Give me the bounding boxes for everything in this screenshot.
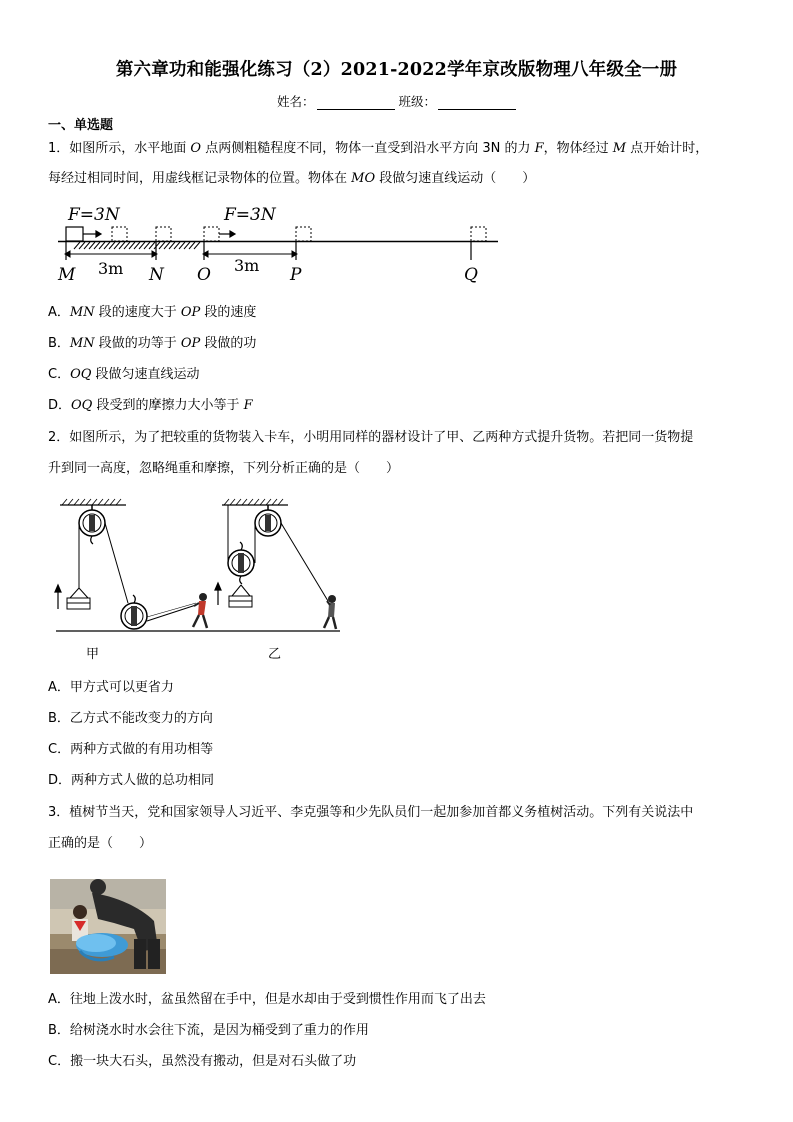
- block-dashed: [112, 227, 127, 241]
- distance-label-op: 3m: [234, 256, 260, 275]
- q1-option-a: [48, 305, 256, 321]
- point-label-p: P: [290, 265, 302, 285]
- q2-option-b: B．乙方式不能改变力的方向: [48, 711, 213, 726]
- block-dashed: [156, 227, 171, 241]
- ground-pulley-icon: [121, 595, 147, 629]
- text-segment: 段受到的摩擦力大小等于: [92, 398, 244, 413]
- person-pulling-icon: [193, 593, 207, 628]
- force-label-2: F=3N: [224, 205, 276, 225]
- q2-option-a: A．甲方式可以更省力: [48, 680, 174, 695]
- point-label-q: Q: [464, 265, 478, 285]
- section-heading: 一、单选题: [48, 118, 114, 133]
- fixed-pulley-icon: [79, 505, 105, 544]
- q3-option-b: B．给树浇水时水会往下流，是因为桶受到了重力的作用: [48, 1023, 369, 1038]
- page-title: 第六章功和能强化练习（2）2021-2022学年京改版物理八年级全一册: [115, 60, 678, 80]
- class-blank: [438, 97, 516, 110]
- point-label-m: M: [58, 265, 76, 285]
- q1-option-c: [48, 367, 200, 383]
- q2-label-yi: 乙: [268, 647, 282, 662]
- block-dashed: [296, 227, 311, 241]
- cargo-icon: [67, 588, 90, 609]
- italic-symbol: MN: [69, 336, 95, 351]
- q2-option-d: D．两种方式人做的总功相同: [48, 773, 215, 788]
- text-segment: B．: [48, 336, 70, 351]
- cargo-icon: [229, 585, 252, 607]
- force-label-1: F=3N: [68, 205, 120, 225]
- q2-label-jia: 甲: [86, 647, 100, 662]
- italic-symbol: F: [243, 398, 253, 413]
- block-dashed: [471, 227, 486, 241]
- text-segment: 1．如图所示，水平地面: [48, 141, 191, 156]
- fixed-pulley-icon: [255, 505, 281, 536]
- text-segment: 段的速度: [200, 305, 257, 320]
- q1-stem-line1: [48, 141, 708, 157]
- italic-symbol: OP: [180, 336, 201, 351]
- italic-symbol: MO: [351, 171, 376, 186]
- q3-stem-line1: 3．植树节当天，党和国家领导人习近平、李克强等和少先队员们一起加参加首都义务植树活动。下列有关说法中: [48, 805, 694, 820]
- text-segment: A．: [48, 305, 70, 320]
- italic-symbol: OP: [180, 305, 201, 320]
- text-segment: 段做的功等于: [94, 336, 181, 351]
- q3-option-c: C．搬一块大石头，虽然没有搬动，但是对石头做了功: [48, 1054, 357, 1069]
- q2-option-c: C．两种方式做的有用功相等: [48, 742, 214, 757]
- text-segment: 点开始计时，: [626, 141, 709, 156]
- q1-option-d: [48, 398, 253, 414]
- name-blank: [317, 97, 395, 110]
- text-segment: 段的速度大于: [94, 305, 181, 320]
- italic-symbol: MN: [69, 305, 95, 320]
- block-solid: [66, 227, 83, 241]
- class-label: 班级：: [398, 94, 437, 109]
- text-segment: C．: [48, 367, 71, 382]
- point-label-o: O: [197, 265, 211, 285]
- q1-option-b: [48, 336, 256, 352]
- name-label: 姓名：: [277, 94, 315, 109]
- q2-stem-line1: 2．如图所示，为了把较重的货物装入卡车，小明用同样的器材设计了甲、乙两种方式提升货物。若把同一货物提: [48, 430, 694, 445]
- text-segment: 每经过相同时间，用虚线框记录物体的位置。物体在: [48, 171, 352, 186]
- distance-label-mn: 3m: [98, 259, 124, 278]
- point-label-n: N: [149, 265, 164, 285]
- text-segment: 段做匀速直线运动: [91, 367, 200, 382]
- italic-symbol: M: [612, 141, 627, 156]
- q2-pulley-diagram: [50, 493, 350, 668]
- text-segment: ，物体经过: [543, 141, 613, 156]
- person-pulling-icon: [324, 595, 336, 629]
- text-segment: 点两侧粗糙程度不同，物体一直受到沿水平方向 3N 的力: [201, 141, 535, 156]
- q3-stem-line2: 正确的是（ ）: [48, 836, 153, 851]
- text-segment: D．: [48, 398, 72, 413]
- q1-stem-line2: [48, 171, 535, 187]
- block-dashed: [204, 227, 219, 241]
- italic-symbol: O: [190, 141, 202, 156]
- italic-symbol: OQ: [70, 367, 92, 382]
- tree-planting-photo: [50, 879, 166, 974]
- q1-friction-diagram: [52, 200, 502, 288]
- name-class-line: [277, 92, 520, 110]
- text-segment: 段做匀速直线运动（ ）: [375, 171, 536, 186]
- italic-symbol: F: [534, 141, 544, 156]
- q3-option-a: A．往地上泼水时，盆虽然留在手中，但是水却由于受到惯性作用而飞了出去: [48, 992, 486, 1007]
- text-segment: 段做的功: [200, 336, 257, 351]
- italic-symbol: OQ: [71, 398, 93, 413]
- movable-pulley-icon: [228, 542, 254, 584]
- q2-stem-line2: 升到同一高度，忽略绳重和摩擦，下列分析正确的是（ ）: [48, 461, 400, 476]
